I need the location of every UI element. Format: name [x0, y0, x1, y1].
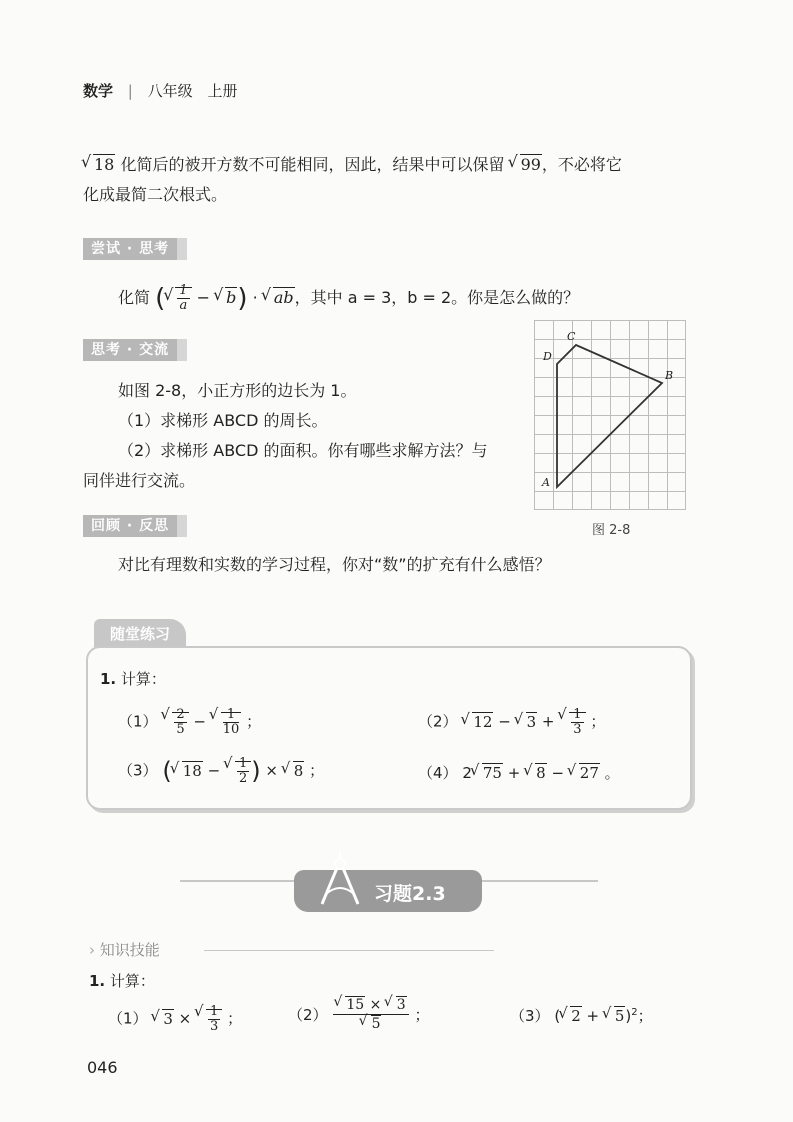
sqrt-expression: √ 18	[172, 762, 203, 780]
fraction: √ 15 × √ 3 √ 5	[333, 996, 408, 1033]
intro-line-1	[83, 150, 703, 180]
chevron-right-icon: ›	[89, 941, 95, 959]
fraction: √ $\frac{2}{5}$	[176, 707, 185, 737]
intro-text-b: ，不必将它	[541, 155, 622, 174]
label-b: B	[665, 369, 674, 382]
tag-try-think: 尝试 · 思考	[83, 238, 187, 260]
sqrt-expression: √ 99	[510, 150, 542, 180]
header-subject: 数学	[83, 82, 114, 100]
try-think-problem	[118, 283, 579, 314]
tag-review: 回顾 · 反思	[83, 515, 187, 537]
sqrt-expression: √ 75	[472, 764, 503, 782]
sqrt-expression	[211, 708, 242, 737]
grid-figure	[534, 320, 686, 510]
sqrt-expression: √ 3	[516, 713, 538, 731]
intro-paragraph	[83, 150, 703, 210]
sqrt-expression	[162, 708, 188, 737]
exercise-banner	[294, 870, 482, 912]
fraction: √ $\frac{1}{3}$	[573, 707, 582, 737]
sqrt-expression: √ 3	[152, 1010, 174, 1028]
practice-item-3: （3） (√ 18 − √ $\frac{1}{2}$ ) × √ 8 ；	[118, 757, 324, 786]
problem-prefix: 化简	[118, 288, 151, 307]
minus-sign: −	[196, 288, 211, 307]
sqrt-expression	[196, 1005, 222, 1034]
practice-item-2: （2） √ 12 − √ 3 + √ $\frac{1}{3}$ ；	[418, 708, 605, 737]
exercise-question: 1. 计算：	[89, 972, 155, 990]
exercise-title: 习题2.3	[374, 883, 446, 905]
compass-icon	[312, 852, 368, 908]
sqrt-expression: √ 5	[604, 1007, 626, 1025]
practice-item-4: （4） 2√ 75 + √ 8 − √ 27 。	[418, 762, 620, 783]
review-text: 对比有理数和实数的学习过程，你对“数”的扩充有什么感悟？	[118, 555, 551, 574]
fraction: √ $\frac{1}{10}$	[222, 707, 240, 737]
dot-operator: ·	[252, 288, 258, 307]
think-line-3: （2）求梯形 ABCD 的面积。你有哪些求解方法？与	[118, 441, 488, 460]
sqrt-expression: √ 2	[560, 1007, 582, 1025]
sqrt-expression	[559, 708, 585, 737]
sqrt-expression: √ 27	[569, 764, 600, 782]
left-paren: (	[155, 283, 166, 314]
exercise-item-3: （3） (√ 2 + √ 5)$^2$；	[510, 1005, 653, 1026]
label-c: C	[567, 330, 576, 343]
sqrt-expression: √ 12	[462, 713, 493, 731]
think-line-4: 同伴进行交流。	[83, 471, 196, 490]
sqrt-expression: √ b	[215, 283, 237, 313]
practice-question: 1. 计算：	[100, 670, 166, 688]
intro-line-2: 化成最简二次根式。	[83, 185, 228, 204]
fraction: √ $\frac{1}{2}$	[238, 756, 248, 786]
page-number: 046	[87, 1058, 118, 1077]
section-knowledge-skills: › 知识技能	[89, 941, 160, 959]
header-separator: |	[127, 82, 133, 100]
think-exchange-text	[83, 376, 523, 496]
think-line-1: 如图 2-8，小正方形的边长为 1。	[118, 381, 357, 400]
exercise-item-2: （2） √ 15 × √ 3 √ 5 ；	[288, 996, 430, 1033]
problem-suffix: ，其中 a = 3，b = 2。你是怎么做的？	[294, 288, 580, 307]
figure-caption: 图 2-8	[592, 523, 631, 538]
label-d: D	[543, 350, 552, 363]
right-paren: )	[237, 283, 248, 314]
sqrt-expression	[165, 283, 191, 313]
tag-think-exchange: 思考 · 交流	[83, 339, 187, 361]
practice-item-1: （1） √ $\frac{2}{5}$ − √ $\frac{1}{10}$ ；	[118, 708, 261, 737]
exercise-item-1: （1） √ 3 × √ $\frac{1}{3}$ ；	[108, 1005, 242, 1034]
sqrt-expression	[225, 757, 251, 786]
fraction: √ $\frac{1}{a}$	[179, 283, 188, 313]
banner-line-left	[180, 880, 300, 882]
sqrt-expression: √ 8	[525, 764, 547, 782]
header-grade: 八年级	[147, 82, 193, 100]
banner-line-right	[478, 880, 598, 882]
think-line-2: （1）求梯形 ABCD 的周长。	[118, 411, 328, 430]
practice-tab: 随堂练习	[94, 619, 186, 649]
header-volume: 上册	[207, 82, 238, 100]
page-header	[83, 80, 237, 101]
intro-text-a: 化简后的被开方数不可能相同，因此，结果中可以保留	[120, 155, 505, 174]
sqrt-expression: √ 18	[83, 150, 115, 180]
sqrt-expression: √ 8	[283, 762, 305, 780]
label-a: A	[542, 476, 550, 489]
section-divider	[204, 950, 494, 951]
sqrt-expression: √ ab	[263, 283, 295, 313]
fraction: √ $\frac{1}{3}$	[210, 1004, 219, 1034]
